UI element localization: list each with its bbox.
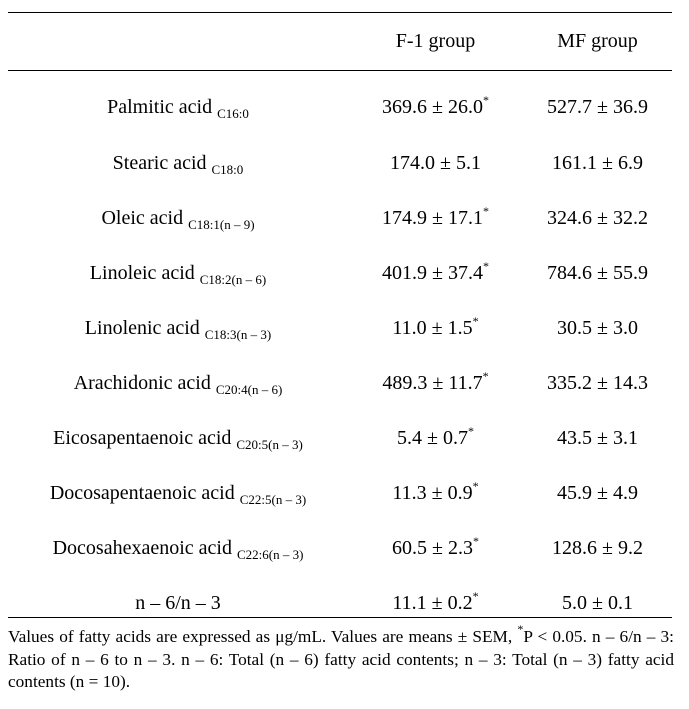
mf-group-value: 324.6 ± 32.2	[547, 207, 648, 229]
fatty-acid-notation: C20:5(n – 3)	[236, 437, 303, 452]
fatty-acid-notation: C22:6(n – 3)	[236, 547, 304, 562]
fatty-acid-notation: C22:5(n – 3)	[239, 492, 307, 507]
f1-group-value-cell	[348, 411, 523, 466]
table-row	[8, 191, 672, 246]
f1-group-value-cell	[348, 356, 523, 411]
fatty-acid-name-cell	[8, 356, 348, 411]
mf-group-value: 5.0 ± 0.1	[562, 592, 633, 614]
mf-group-value-cell	[523, 576, 672, 631]
fatty-acid-notation: C18:1(n – 9)	[188, 217, 255, 232]
f1-group-value-cell	[348, 466, 523, 521]
mf-group-value: 30.5 ± 3.0	[557, 317, 638, 339]
fatty-acid-notation: C18:3(n – 3)	[204, 327, 272, 342]
f1-group-value-cell	[348, 191, 523, 246]
mf-group-value-cell	[523, 70, 672, 136]
fatty-acid-name: Palmitic acid	[107, 95, 213, 118]
table-row	[8, 466, 672, 521]
mf-group-value: 128.6 ± 9.2	[552, 537, 643, 559]
footnote-text-end: P < 0.05. n – 6/n – 3: Ratio of n – 6 to n – 3. n – 6: Total (n – 6) fatty acid contents; n – 3: Total (n – 3) fatty acid contents (n = 10).	[8, 627, 674, 691]
f1-group-value-cell	[348, 521, 523, 576]
fatty-acid-table	[8, 13, 672, 631]
f1-group-value: 401.9 ± 37.4	[382, 262, 483, 284]
significance-mark: *	[482, 92, 489, 107]
table-row	[8, 411, 672, 466]
fatty-acid-name-cell	[8, 191, 348, 246]
f1-group-value-cell	[348, 301, 523, 356]
mf-group-value-cell	[523, 301, 672, 356]
mf-group-value: 527.7 ± 36.9	[547, 95, 648, 118]
fatty-acid-name-cell	[8, 301, 348, 356]
mf-group-value-cell	[523, 136, 672, 191]
f1-group-value-cell	[348, 136, 523, 191]
f1-group-value-cell	[348, 576, 523, 631]
mf-group-value-cell	[523, 521, 672, 576]
fatty-acid-name: Linolenic acid	[84, 317, 200, 339]
table-row	[8, 576, 672, 631]
significance-mark: *	[482, 259, 489, 273]
header-cell-f1-group: F-1 group	[395, 30, 476, 52]
f1-group-value: 489.3 ± 11.7	[382, 372, 483, 394]
fatty-acid-name-cell	[8, 70, 348, 136]
f1-group-value: 60.5 ± 2.3	[392, 537, 473, 559]
fatty-acid-name-cell	[8, 466, 348, 521]
f1-group-value: 174.9 ± 17.1	[382, 207, 483, 229]
table-row	[8, 521, 672, 576]
fatty-acid-name: Eicosapentaenoic acid	[53, 427, 232, 449]
significance-mark: *	[472, 479, 479, 493]
mf-group-value: 335.2 ± 14.3	[547, 372, 648, 394]
f1-group-value: 11.3 ± 0.9	[392, 482, 473, 504]
f1-group-value-cell	[348, 70, 523, 136]
header-cell-label	[8, 13, 348, 70]
table-row	[8, 70, 672, 136]
fatty-acid-name-cell	[8, 576, 348, 631]
mf-group-value: 45.9 ± 4.9	[557, 482, 638, 504]
fatty-acid-name-cell	[8, 246, 348, 301]
mf-group-value: 161.1 ± 6.9	[552, 152, 643, 174]
footnote-text-start: Values of fatty acids are expressed as μg/mL. Values are means ± SEM,	[8, 627, 518, 646]
table-footnote	[8, 622, 674, 694]
fatty-acid-name-cell	[8, 136, 348, 191]
mf-group-value-cell	[523, 411, 672, 466]
fatty-acid-notation: C16:0	[217, 105, 249, 121]
fatty-acid-name: Arachidonic acid	[73, 372, 211, 394]
significance-mark: *	[472, 589, 479, 603]
mf-group-value-cell	[523, 356, 672, 411]
f1-group-value: 174.0 ± 5.1	[390, 152, 481, 174]
table-row	[8, 246, 672, 301]
significance-mark: *	[482, 204, 489, 218]
fatty-acid-name: Oleic acid	[101, 207, 184, 229]
significance-mark: *	[472, 534, 479, 548]
fatty-acid-name: Docosapentaenoic acid	[49, 482, 235, 504]
mf-group-value: 784.6 ± 55.9	[547, 262, 648, 284]
footnote-significance-mark: *	[517, 622, 524, 636]
mf-group-value-cell	[523, 466, 672, 521]
mf-group-value-cell	[523, 191, 672, 246]
significance-mark: *	[467, 424, 474, 438]
fatty-acid-name-cell	[8, 521, 348, 576]
f1-group-value: 11.0 ± 1.5	[392, 317, 473, 339]
significance-mark: *	[472, 314, 479, 328]
fatty-acid-notation: C18:2(n – 6)	[199, 272, 267, 287]
f1-group-value: 369.6 ± 26.0	[382, 95, 483, 118]
header-row	[8, 13, 672, 70]
mf-group-value: 43.5 ± 3.1	[557, 427, 638, 449]
fatty-acid-name: Stearic acid	[112, 152, 207, 174]
f1-group-value-cell	[348, 246, 523, 301]
fatty-acid-notation: C20:4(n – 6)	[215, 382, 283, 397]
table-row	[8, 136, 672, 191]
mf-group-value-cell	[523, 246, 672, 301]
fatty-acid-name: Linoleic acid	[89, 262, 195, 284]
f1-group-value: 11.1 ± 0.2	[392, 592, 473, 614]
table-row	[8, 356, 672, 411]
fatty-acid-notation: C18:0	[211, 162, 244, 177]
fatty-acid-name-cell	[8, 411, 348, 466]
table-row	[8, 301, 672, 356]
f1-group-value: 5.4 ± 0.7	[397, 427, 468, 449]
header-cell-mf-group: MF group	[557, 30, 638, 52]
fatty-acid-name: n – 6/n – 3	[135, 592, 221, 614]
fatty-acid-name: Docosahexaenoic acid	[52, 537, 232, 559]
significance-mark: *	[482, 369, 489, 383]
